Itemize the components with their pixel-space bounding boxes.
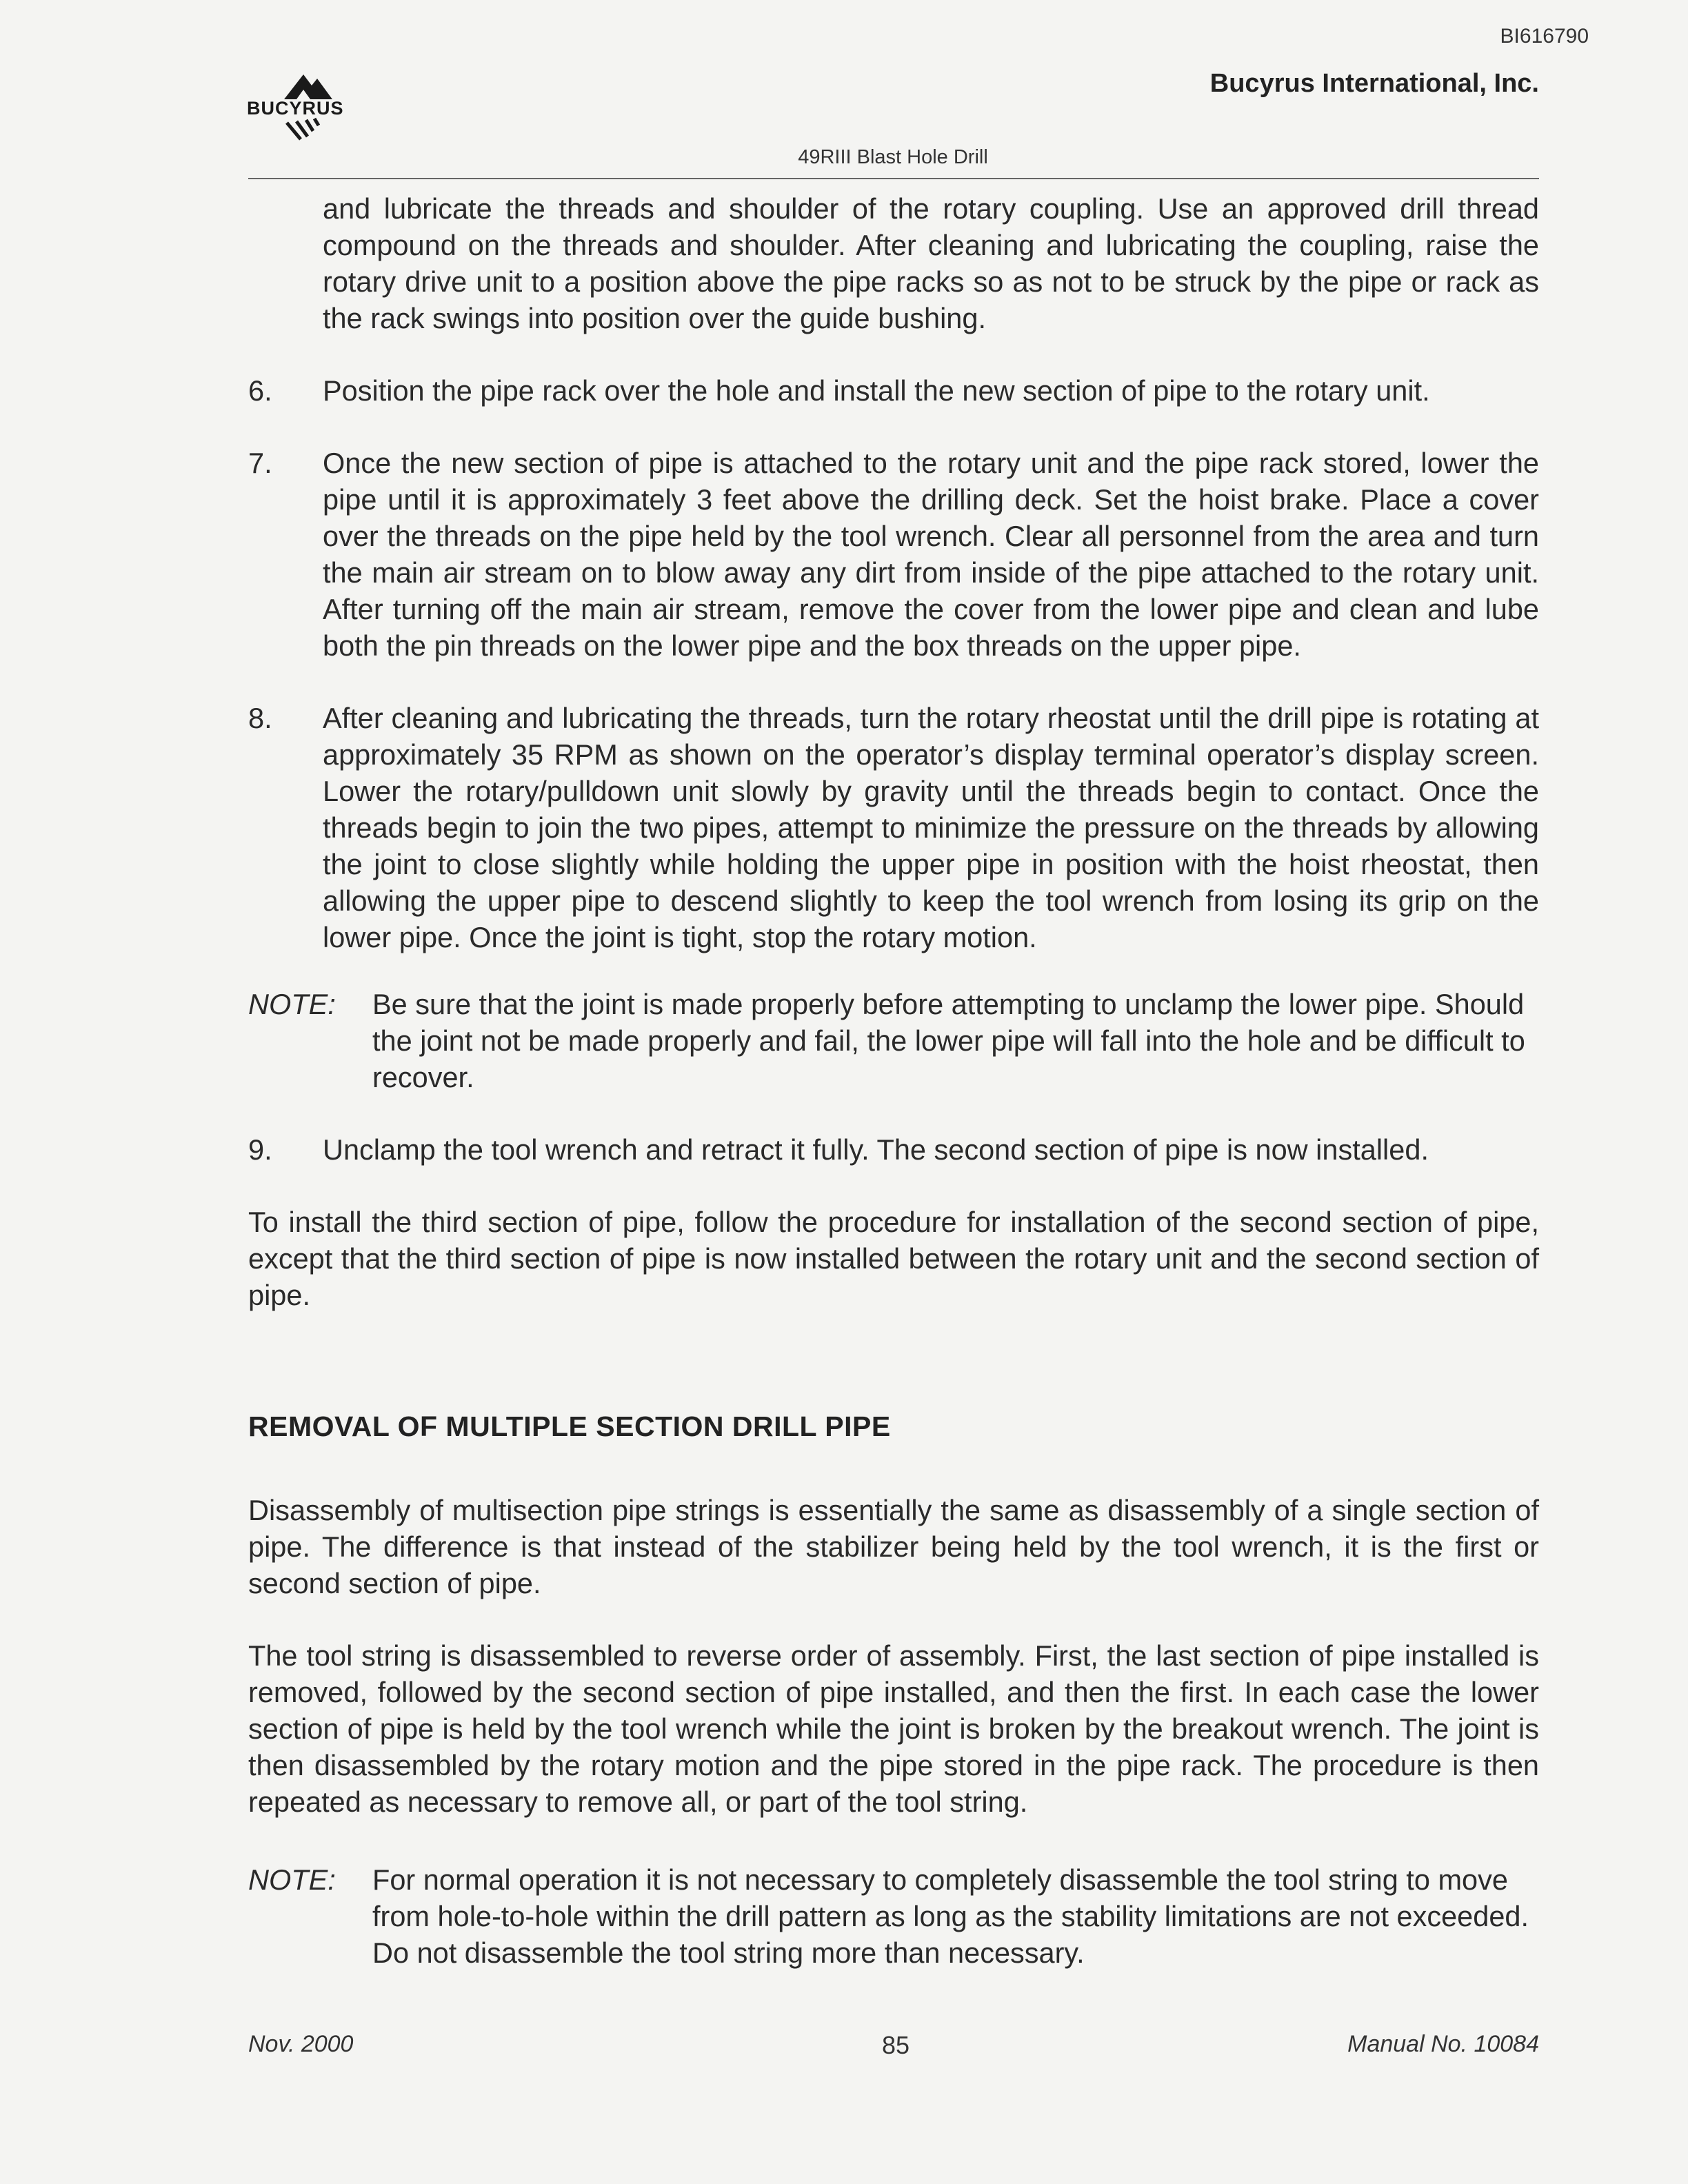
footer-date: Nov. 2000	[248, 2031, 354, 2057]
third-section-paragraph: To install the third section of pipe, follow the procedure for installation of the second section of pipe, except that the third section of pipe is now installed between the rotary unit and the second section of pipe.	[248, 1206, 1539, 1311]
note-operation	[248, 1861, 1539, 1971]
step-number: 6.	[248, 374, 272, 407]
disassembly-paragraph: Disassembly of multisection pipe strings is essentially the same as disassembly of a single section of pipe. The difference is that instead of the stabilizer being held by the tool wrench, it is the first or second section of pipe.	[248, 1494, 1539, 1599]
step-text: Unclamp the tool wrench and retract it fully. The second section of pipe is now installed.	[323, 1133, 1429, 1166]
step-text: Once the new section of pipe is attached to the rotary unit and the pipe rack stored, lower the pipe until it is approximately 3 feet above the drilling deck. Set the hoist brake. Place a cover over the threads on the pipe held by the tool wrench. Clear all personnel from the area and turn the main air stream on to blow away any dirt from inside of the pipe attached to the rotary unit. After turning off the main air stream, remove the cover from the lower pipe and clean and lube both the pin threads on the lower pipe and the box threads on the upper pipe.	[323, 447, 1539, 662]
company-name: Bucyrus International, Inc.	[1209, 69, 1539, 98]
tool-string-paragraph: The tool string is disassembled to reverse order of assembly. First, the last section of pipe installed is removed, followed by the second section of pipe installed, and then the first. In each case the lower section of pipe is held by the tool wrench while the joint is broken by the breakout wrench. The joint is then disassembled by the rotary motion and the pipe stored in the pipe rack. The procedure is then repeated as necessary to remove all, or part of the tool string.	[248, 1639, 1539, 1818]
step-8	[248, 700, 1539, 956]
step-6	[248, 372, 1539, 409]
step-number: 9.	[248, 1133, 272, 1166]
continuation-paragraph: and lubricate the threads and shoulder of the rotary coupling. Use an approved drill thread compound on the threads and shoulder. After cleaning and lubricating the coupling, raise the rotary drive unit to a position above the pipe racks so as not to be struck by the pipe or rack as the rack swings into position over the guide bushing.	[323, 192, 1539, 334]
document-subtitle: 49RIII Blast Hole Drill	[798, 146, 988, 168]
section-heading: REMOVAL OF MULTIPLE SECTION DRILL PIPE	[248, 1410, 891, 1442]
page-number: 85	[881, 2031, 910, 2059]
page-content	[248, 190, 1539, 1971]
step-number: 7.	[248, 447, 272, 479]
bucyrus-logo	[245, 72, 370, 152]
note-text: Be sure that the joint is made properly before attempting to unclamp the lower pipe. Should the joint not be made properly and fail, the lower pipe will fall into the hole and be difficult to recover.	[372, 988, 1525, 1093]
manual-number: Manual No. 10084	[1347, 2031, 1539, 2057]
step-7	[248, 445, 1539, 664]
header-divider	[248, 178, 1539, 179]
document-id: BI616790	[1500, 25, 1589, 48]
step-text: Position the pipe rack over the hole and install the new section of pipe to the rotary unit.	[323, 374, 1430, 407]
note-joint	[248, 986, 1539, 1095]
step-text: After cleaning and lubricating the threads, turn the rotary rheostat until the drill pipe is rotating at approximately 35 RPM as shown on the operator’s display terminal operator’s display screen. Lower the rotary/pulldown unit slowly by gravity until the threads begin to contact. Once the threads begin to join the two pipes, attempt to minimize the pressure on the threads by allowing the joint to close slightly while holding the upper pipe in position with the hoist rheostat, then allowing the upper pipe to descend slightly to keep the tool wrench from losing its grip on the lower pipe. Once the joint is tight, stop the rotary motion.	[323, 702, 1539, 953]
note-label: NOTE:	[248, 1863, 336, 1896]
logo-text: BUCYRUS	[247, 98, 344, 119]
note-text: For normal operation it is not necessary to completely disassemble the tool string to move from hole-to-hole within the drill pattern as long as the stability limitations are not exceeded. Do not disassemble the tool string more than necessary.	[372, 1863, 1529, 1969]
note-label: NOTE:	[248, 988, 336, 1020]
step-number: 8.	[248, 702, 272, 734]
step-9	[248, 1131, 1539, 1168]
